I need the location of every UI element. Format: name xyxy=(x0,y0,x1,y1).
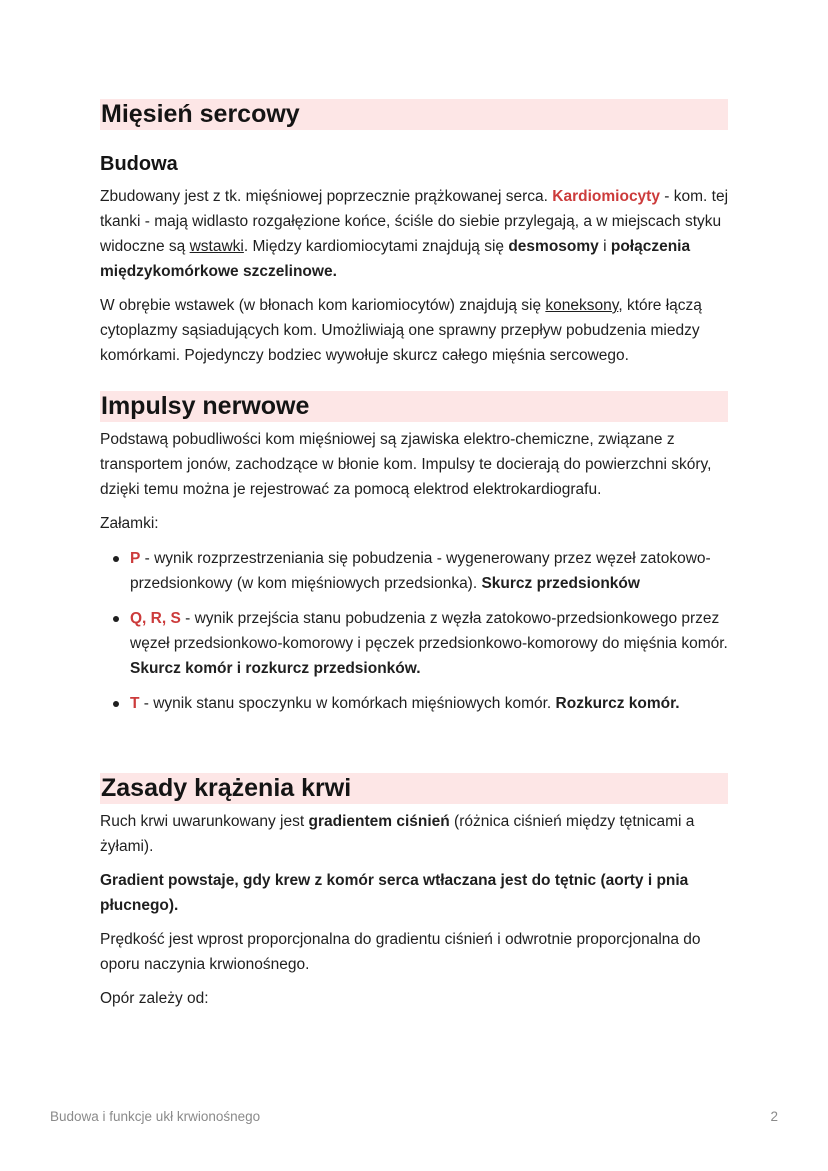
list-item: Q, R, S - wynik przejścia stanu pobudzenia z węzła zatokowo-przedsionkowego przez węzeł przedsionkowo-komorowy i pęczek przedsionkowo-komorowy do mięśnia komór. Skurcz komór i rozkurcz przedsionków. xyxy=(130,606,728,681)
page-number: 2 xyxy=(770,1109,778,1124)
paragraph-budowa-1: Zbudowany jest z tk. mięśniowej poprzecznie prążkowanej serca. Kardiomiocyty - kom. tej tkanki - mają widlasto rozgałęzione końce, ściśle do siebie przylegają, a w miejscach styku widoczne są wstawki. Między kardiomiocytami znajdują się desmosomy i połączenia międzykomórkowe szczelinowe. xyxy=(100,188,729,280)
paragraph-krazenie-1: Ruch krwi uwarunkowany jest gradientem ciśnień (różnica ciśnień między tętnicami a żyłami). xyxy=(100,813,695,855)
paragraph-impulsy-1: Podstawą pobudliwości kom mięśniowej są zjawiska elektro-chemiczne, związane z transportem jonów, zachodzące w błonie kom. Impulsy te docierają do powierzchni skóry, dzięki temu można je rejestrować za pomocą elektrod elektrokardiografu. xyxy=(100,431,712,498)
paragraph-zalamki: Załamki: xyxy=(100,515,159,532)
heading-zasady-krazenia: Zasady krążenia krwi xyxy=(100,773,728,804)
term-kardiomiocyty: Kardiomiocyty xyxy=(552,188,660,205)
paragraph-krazenie-2: Gradient powstaje, gdy krew z komór serca wtłaczana jest do tętnic (aorty i pnia płucnego). xyxy=(100,872,689,914)
subheading-budowa: Budowa xyxy=(100,153,178,175)
term-desmosomy: desmosomy xyxy=(508,238,599,255)
document-page xyxy=(100,99,728,1011)
list-item: T - wynik stanu spoczynku w komórkach mięśniowych komór. Rozkurcz komór. xyxy=(130,691,728,716)
term-wstawki: wstawki xyxy=(189,238,244,255)
heading-miesien-sercowy: Mięsień sercowy xyxy=(100,99,728,130)
zalamki-list xyxy=(100,546,728,716)
list-item: P - wynik rozprzestrzeniania się pobudzenia - wygenerowany przez węzeł zatokowo-przedsionkowy (w kom mięśniowych przedsionka). Skurcz przedsionków xyxy=(130,546,728,596)
term-polaczenia: połączenia międzykomórkowe szczelinowe. xyxy=(100,238,691,280)
paragraph-budowa-2: W obrębie wstawek (w błonach kom kariomiocytów) znajdują się koneksony, które łączą cytoplazmy sąsiadujących kom. Umożliwiają one sprawny przepływ pobudzenia miedzy komórkami. Pojedynczy bodziec wywołuje skurcz całego mięśnia sercowego. xyxy=(100,297,702,364)
paragraph-krazenie-3: Prędkość jest wprost proporcjonalna do gradientu ciśnień i odwrotnie proporcjonalna do oporu naczynia krwionośnego. xyxy=(100,931,701,973)
footer-title: Budowa i funkcje ukł krwionośnego xyxy=(50,1109,261,1124)
paragraph-krazenie-4: Opór zależy od: xyxy=(100,990,209,1007)
heading-impulsy-nerwowe: Impulsy nerwowe xyxy=(100,391,728,422)
term-koneksony: koneksony xyxy=(545,297,619,314)
